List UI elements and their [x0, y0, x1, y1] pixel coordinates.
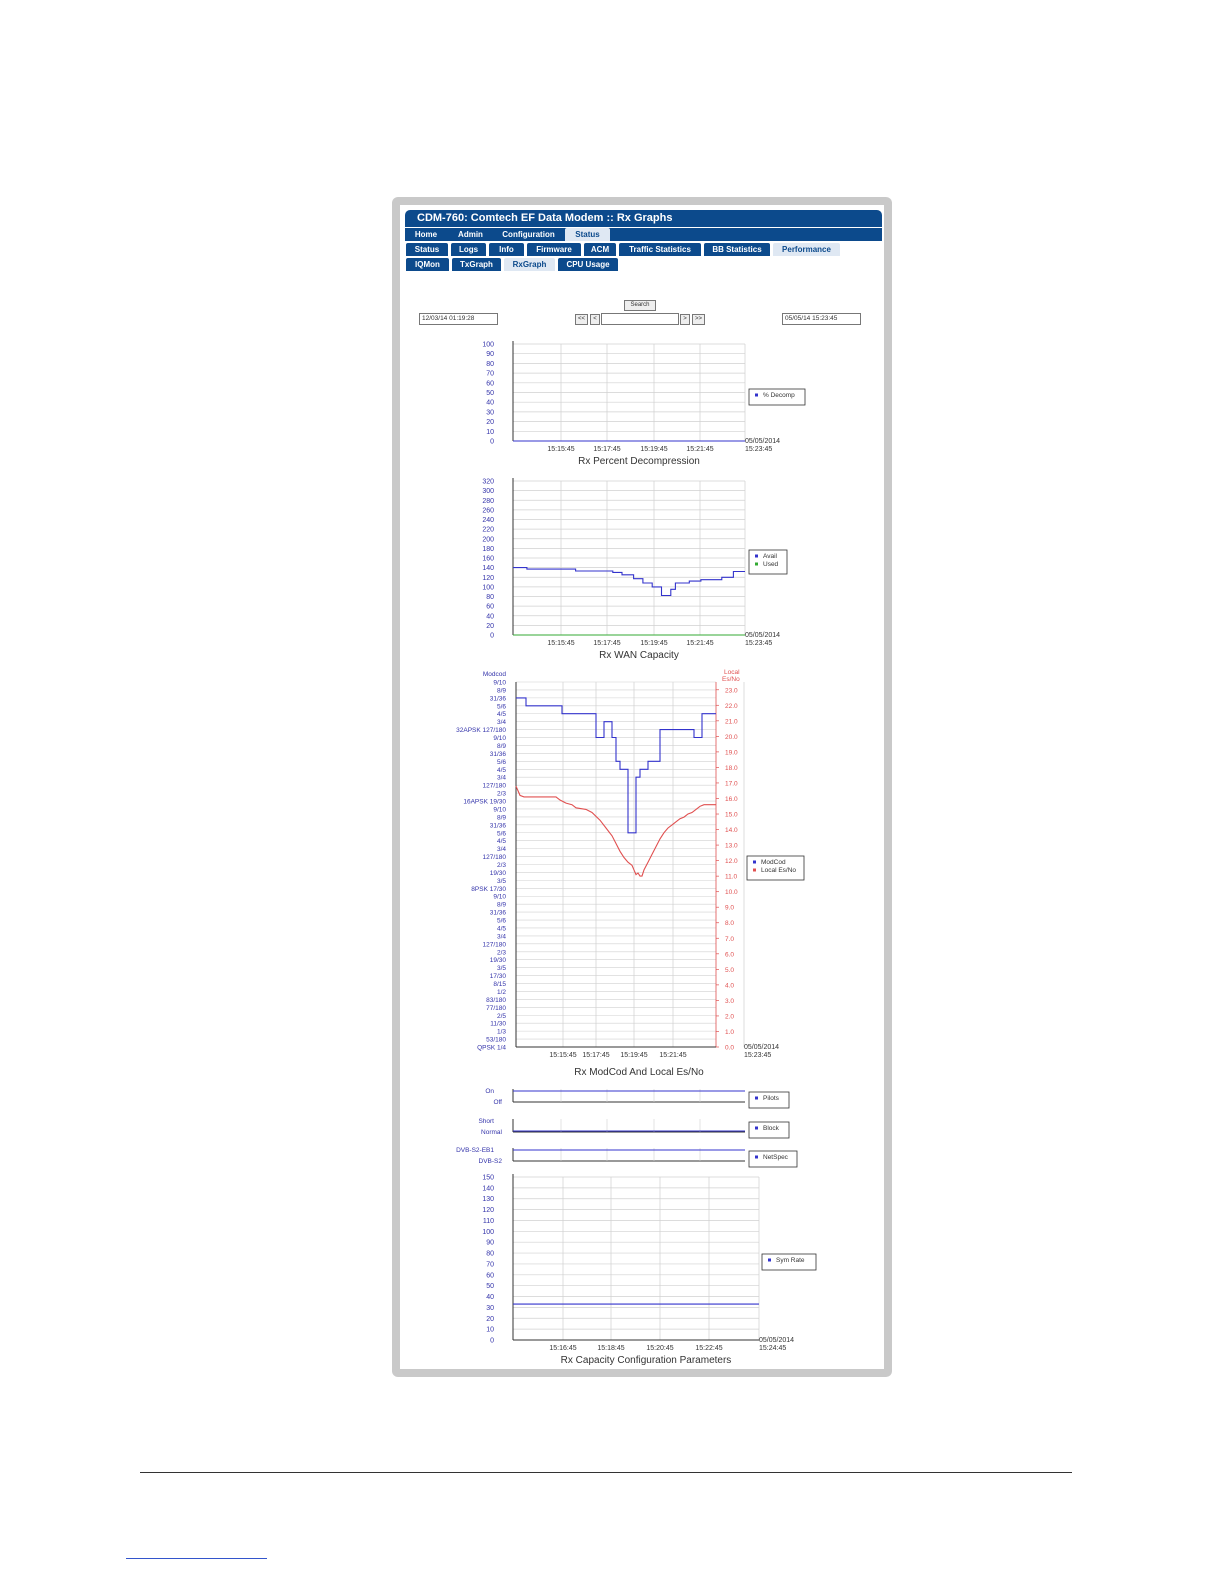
modcod-tick-label: 31/36: [489, 750, 506, 758]
y-tick-label: 320: [482, 478, 494, 486]
start-date-field[interactable]: 12/03/14 01:19:28: [419, 313, 498, 325]
modcod-tick-label: 77/180: [486, 1004, 506, 1012]
esno-tick-label: 9.0: [725, 904, 735, 912]
tab-rxgraph[interactable]: RxGraph: [504, 258, 555, 271]
legend-marker: [755, 1097, 758, 1100]
x-tick-label: 05/05/2014: [744, 1044, 780, 1051]
modcod-tick-label: 11/30: [490, 1020, 506, 1028]
legend-marker: [755, 1156, 758, 1159]
y-tick-label: 150: [482, 1174, 494, 1182]
modcod-tick-label: 3/5: [496, 965, 506, 973]
y-tick-label: 280: [482, 497, 494, 505]
modcod-tick-label: 3/5: [496, 877, 506, 885]
modcod-tick-label: 4/5: [496, 838, 506, 846]
x-tick-label: 05/05/2014: [745, 632, 781, 639]
y-tick-label: 0: [490, 632, 494, 640]
y-tick-label: 100: [482, 341, 494, 349]
tab-cpu-usage[interactable]: CPU Usage: [558, 258, 618, 271]
esno-tick-label: 14.0: [725, 827, 738, 835]
esno-tick-label: 12.0: [725, 858, 738, 866]
modcod-tick-label: 1/2: [496, 988, 506, 996]
series-line-local-es-no: [516, 786, 716, 876]
esno-tick-label: 13.0: [725, 842, 738, 850]
legend-marker: [768, 1259, 771, 1262]
legend-label: ModCod: [761, 859, 786, 866]
last-page-button[interactable]: >>: [692, 314, 705, 325]
y-tick-label: 90: [486, 351, 494, 359]
legend-marker: [755, 1127, 758, 1130]
esno-tick-label: 19.0: [725, 749, 738, 757]
tab-logs[interactable]: Logs: [451, 243, 486, 256]
legend-label: NetSpec: [763, 1154, 788, 1161]
x-tick-label: 15:17:45: [593, 446, 621, 453]
tab-status[interactable]: Status: [565, 228, 610, 241]
legend-marker: [753, 869, 756, 872]
y-tick-label: 120: [482, 574, 494, 582]
chart-title: Rx ModCod And Local Es/No: [574, 1067, 704, 1078]
chart-title: Rx Capacity Configuration Parameters: [560, 1355, 732, 1366]
x-tick-label: 15:23:45: [744, 1052, 772, 1059]
x-tick-label: 15:23:45: [745, 640, 773, 647]
tab-status-sub[interactable]: Status: [406, 243, 448, 256]
x-tick-label: 15:20:45: [646, 1345, 674, 1352]
x-tick-label: 15:21:45: [686, 640, 714, 647]
y-tick-label: 260: [482, 507, 494, 515]
legend-label: Block: [763, 1125, 779, 1132]
esno-tick-label: 20.0: [725, 733, 738, 741]
y-tick-label: 200: [482, 536, 494, 544]
search-button[interactable]: Search: [624, 300, 656, 311]
right-axis-title: Es/No: [722, 676, 740, 683]
legend-marker: [755, 563, 758, 566]
x-tick-label: 05/05/2014: [759, 1337, 795, 1344]
modcod-tick-label: 4/5: [496, 711, 506, 719]
modcod-tick-label: 9/10: [493, 679, 506, 687]
modcod-tick-label: 31/36: [489, 695, 506, 703]
y-tick-label: 0: [490, 438, 494, 446]
modcod-tick-label: 2/5: [496, 1012, 506, 1020]
tab-firmware[interactable]: Firmware: [527, 243, 581, 256]
esno-tick-label: 21.0: [725, 718, 738, 726]
y-tick-label: 30: [486, 1304, 494, 1312]
modcod-tick-label: 9/10: [493, 806, 506, 814]
x-tick-label: 15:22:45: [695, 1345, 723, 1352]
modcod-tick-label: 8/9: [496, 901, 506, 909]
modcod-tick-label: 8/9: [496, 742, 506, 750]
x-tick-label: 15:21:45: [686, 446, 714, 453]
first-page-button[interactable]: <<: [575, 314, 588, 325]
y-tick-label: 120: [482, 1207, 494, 1215]
esno-tick-label: 0.0: [725, 1044, 735, 1052]
y-tick-label: 60: [486, 603, 494, 611]
modcod-tick-label: 5/6: [496, 917, 506, 925]
y-tick-label: 90: [486, 1239, 494, 1247]
modcod-tick-label: 19/30: [489, 869, 506, 877]
x-tick-label: 15:15:45: [547, 640, 575, 647]
modcod-tick-label: 3/4: [496, 933, 506, 941]
modcod-tick-label: 2/3: [496, 949, 506, 957]
end-date-field[interactable]: 05/05/14 15:23:45: [782, 313, 861, 325]
esno-tick-label: 11.0: [725, 873, 738, 881]
modcod-tick-label: 2/3: [496, 790, 506, 798]
legend-label: Avail: [763, 553, 777, 560]
series-line-avail: [513, 568, 745, 596]
legend-marker: [755, 394, 758, 397]
y-tick-label: 100: [482, 1228, 494, 1236]
tab-info[interactable]: Info: [489, 243, 524, 256]
tab-home[interactable]: Home: [406, 228, 446, 241]
panel-label: DVB-S2: [478, 1158, 502, 1165]
modcod-tick-label: 32APSK 127/180: [456, 727, 506, 735]
esno-tick-label: 5.0: [725, 966, 735, 974]
x-tick-label: 15:21:45: [659, 1052, 687, 1059]
esno-tick-label: 23.0: [725, 687, 738, 695]
right-axis-title: Local: [724, 669, 740, 676]
series-line-modcod: [516, 698, 716, 833]
modcod-tick-label: 5/6: [496, 758, 506, 766]
modcod-tick-label: 31/36: [489, 909, 506, 917]
app-title: CDM-760: Comtech EF Data Modem :: Rx Graphs: [417, 212, 673, 224]
y-tick-label: 20: [486, 622, 494, 630]
y-tick-label: 40: [486, 1294, 494, 1302]
modcod-tick-label: 83/180: [486, 996, 506, 1004]
tab-iqmon[interactable]: IQMon: [406, 258, 449, 271]
modcod-tick-label: 16APSK 19/30: [463, 798, 506, 806]
modcod-tick-label: 127/180: [482, 941, 506, 949]
panel-label: Normal: [481, 1129, 502, 1136]
x-tick-label: 15:17:45: [593, 640, 621, 647]
esno-tick-label: 1.0: [725, 1028, 735, 1036]
x-tick-label: 15:15:45: [547, 446, 575, 453]
y-tick-label: 40: [486, 613, 494, 621]
y-tick-label: 300: [482, 488, 494, 496]
panel-label: Short: [478, 1118, 494, 1125]
esno-tick-label: 15.0: [725, 811, 738, 819]
legend-marker: [753, 861, 756, 864]
modcod-tick-label: 5/6: [496, 830, 506, 838]
esno-tick-label: 22.0: [725, 702, 738, 710]
modcod-tick-label: 1/3: [496, 1028, 506, 1036]
panel-label: On: [485, 1088, 494, 1095]
y-tick-label: 140: [482, 565, 494, 573]
tab-traffic-statistics[interactable]: Traffic Statistics: [619, 243, 701, 256]
x-tick-label: 15:17:45: [582, 1052, 610, 1059]
modcod-tick-label: 4/5: [496, 925, 506, 933]
y-tick-label: 160: [482, 555, 494, 563]
chart-title: Rx WAN Capacity: [599, 650, 679, 661]
modcod-tick-label: 53/180: [486, 1036, 506, 1044]
esno-tick-label: 6.0: [725, 951, 735, 959]
esno-tick-label: 7.0: [725, 935, 735, 943]
legend-label: Sym Rate: [776, 1257, 805, 1264]
tab-configuration[interactable]: Configuration: [495, 228, 562, 241]
y-tick-label: 70: [486, 1261, 494, 1269]
y-tick-label: 240: [482, 517, 494, 524]
legend-label: % Decomp: [763, 392, 795, 399]
modcod-tick-label: 9/10: [493, 893, 506, 901]
modcod-tick-label: 17/30: [489, 973, 506, 981]
esno-tick-label: 17.0: [725, 780, 738, 788]
esno-tick-label: 4.0: [725, 982, 735, 990]
next-page-button[interactable]: >: [680, 314, 690, 325]
y-tick-label: 0: [490, 1337, 494, 1345]
legend-marker: [755, 555, 758, 558]
y-tick-label: 70: [486, 370, 494, 378]
y-tick-label: 10: [486, 1326, 494, 1334]
esno-tick-label: 10.0: [725, 889, 738, 897]
x-tick-label: 15:24:45: [759, 1345, 787, 1352]
y-tick-label: 50: [486, 1283, 494, 1291]
modcod-tick-label: 3/4: [496, 719, 506, 727]
y-tick-label: 20: [486, 1315, 494, 1323]
tab-admin[interactable]: Admin: [449, 228, 492, 241]
y-tick-label: 30: [486, 409, 494, 417]
modcod-tick-label: 9/10: [493, 735, 506, 743]
tab-performance[interactable]: Performance: [773, 243, 840, 256]
esno-tick-label: 16.0: [725, 795, 738, 803]
x-tick-label: 15:16:45: [549, 1345, 577, 1352]
modcod-tick-label: 2/3: [496, 862, 506, 869]
modcod-tick-label: QPSK 1/4: [477, 1044, 506, 1052]
modcod-tick-label: 3/4: [496, 774, 506, 782]
modcod-tick-label: 8/15: [493, 981, 506, 989]
x-tick-label: 15:23:45: [745, 446, 773, 453]
y-tick-label: 180: [482, 545, 494, 553]
chart-title: Rx Percent Decompression: [578, 456, 700, 467]
y-tick-label: 100: [482, 584, 494, 592]
esno-tick-label: 8.0: [725, 920, 735, 928]
y-tick-label: 110: [482, 1217, 494, 1225]
y-tick-label: 80: [486, 594, 494, 601]
y-tick-label: 20: [486, 419, 494, 427]
y-tick-label: 10: [486, 428, 494, 436]
legend-label: Used: [763, 561, 779, 568]
tab-bb-statistics[interactable]: BB Statistics: [704, 243, 770, 256]
panel-label: DVB-S2-EB1: [456, 1147, 494, 1154]
esno-tick-label: 2.0: [725, 1013, 735, 1021]
y-tick-label: 60: [486, 1272, 494, 1280]
left-axis-title: Modcod: [482, 671, 506, 678]
x-tick-label: 15:19:45: [640, 446, 668, 453]
panel-label: Off: [493, 1099, 502, 1106]
x-tick-label: 05/05/2014: [745, 438, 781, 445]
y-tick-label: 80: [486, 1250, 494, 1258]
tab-acm[interactable]: ACM: [584, 243, 616, 256]
x-tick-label: 15:19:45: [620, 1052, 648, 1059]
y-tick-label: 50: [486, 390, 494, 397]
modcod-tick-label: 8/9: [496, 814, 506, 822]
modcod-tick-label: 8/9: [496, 687, 506, 695]
y-tick-label: 140: [482, 1185, 494, 1193]
modcod-tick-label: 5/6: [496, 703, 506, 711]
modcod-tick-label: 3/4: [496, 846, 506, 854]
footer-divider: [140, 1472, 1072, 1473]
y-tick-label: 130: [482, 1196, 494, 1204]
modcod-tick-label: 127/180: [482, 854, 506, 862]
y-tick-label: 60: [486, 380, 494, 388]
footer-link-underline: [126, 1558, 267, 1559]
legend-label: Local Es/No: [761, 867, 797, 874]
modcod-tick-label: 31/36: [489, 822, 506, 830]
modcod-tick-label: 127/180: [482, 782, 506, 790]
y-tick-label: 40: [486, 399, 494, 407]
x-tick-label: 15:18:45: [597, 1345, 625, 1352]
modcod-tick-label: 4/5: [496, 766, 506, 774]
modcod-tick-label: 8PSK 17/30: [471, 885, 506, 893]
x-tick-label: 15:19:45: [640, 640, 668, 647]
esno-tick-label: 18.0: [725, 764, 738, 772]
tab-txgraph[interactable]: TxGraph: [452, 258, 501, 271]
legend-label: Pilots: [763, 1095, 779, 1102]
y-tick-label: 80: [486, 360, 494, 368]
y-tick-label: 220: [482, 526, 494, 534]
x-tick-label: 15:15:45: [549, 1052, 577, 1059]
prev-page-button[interactable]: <: [590, 314, 600, 325]
esno-tick-label: 3.0: [725, 997, 735, 1005]
modcod-tick-label: 19/30: [489, 957, 506, 965]
